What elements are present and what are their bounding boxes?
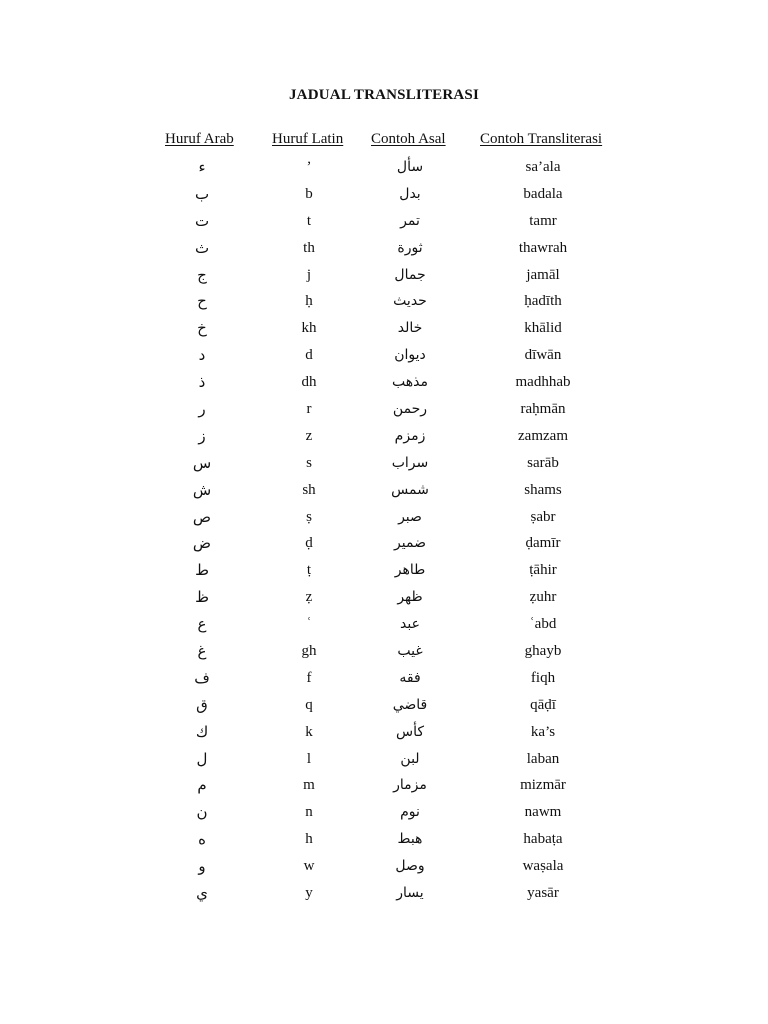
arabic-letter-cell: غ	[197, 642, 207, 661]
arabic-letter-cell: ه	[198, 830, 206, 849]
original-example-cell: طاهر	[394, 562, 426, 579]
table-row	[0, 423, 768, 450]
original-example-cell: نوم	[400, 804, 420, 821]
original-example-cell: مذهب	[392, 374, 428, 391]
original-example-cell: ضمير	[394, 535, 426, 552]
original-example-cell: لبن	[400, 750, 420, 767]
original-example-cell: جمال	[394, 266, 426, 283]
arabic-letter-cell: ش	[192, 480, 212, 499]
original-example-cell: زمزم	[394, 427, 426, 444]
latin-letter-cell: j	[306, 266, 312, 283]
transliteration-example-cell: mizmār	[520, 777, 566, 794]
transliteration-example-cell: ḥadīth	[524, 293, 562, 310]
transliteration-example-cell: badala	[523, 185, 563, 202]
latin-letter-cell: ʿ	[306, 616, 312, 633]
header-contoh-transliterasi: Contoh Transliterasi	[480, 131, 603, 147]
transliteration-example-cell: qāḍī	[530, 696, 556, 713]
transliteration-example-cell: sarāb	[527, 454, 559, 471]
arabic-letter-cell: ذ	[198, 373, 206, 392]
original-example-cell: ثورة	[397, 239, 423, 256]
original-example-cell: تمر	[400, 212, 420, 229]
table-row	[0, 369, 768, 396]
transliteration-example-cell: sa’ala	[525, 159, 561, 175]
transliteration-example-cell: ẓuhr	[529, 589, 557, 606]
table-row	[0, 584, 768, 611]
arabic-letter-cell: ح	[197, 292, 207, 311]
original-example-cell: يسار	[396, 885, 424, 902]
latin-letter-cell: ’	[306, 159, 312, 175]
table-row	[0, 799, 768, 826]
transliteration-example-cell: laban	[526, 750, 560, 767]
arabic-letter-cell: د	[198, 346, 206, 365]
latin-letter-cell: f	[306, 669, 312, 686]
table-row	[0, 746, 768, 773]
header-huruf-latin: Huruf Latin	[272, 131, 344, 147]
arabic-letter-cell: ي	[196, 884, 208, 903]
arabic-letter-cell: ت	[194, 211, 210, 230]
latin-letter-cell: y	[305, 885, 313, 902]
transliteration-example-cell: dīwān	[524, 347, 562, 364]
transliteration-example-cell: ʿabd	[529, 616, 557, 633]
latin-letter-cell: h	[305, 831, 313, 848]
original-example-cell: خالد	[397, 320, 423, 337]
latin-letter-cell: s	[306, 454, 312, 471]
latin-letter-cell: ṭ	[306, 562, 312, 579]
original-example-cell: شمس	[391, 481, 429, 498]
original-example-cell: هبط	[397, 831, 423, 848]
latin-letter-cell: ḥ	[305, 293, 313, 310]
table-row	[0, 692, 768, 719]
table-row	[0, 530, 768, 557]
arabic-letter-cell: و	[198, 857, 206, 876]
latin-letter-cell: kh	[301, 320, 317, 337]
original-example-cell: صبر	[398, 508, 422, 525]
transliteration-example-cell: tamr	[529, 212, 557, 229]
table-row	[0, 719, 768, 746]
latin-letter-cell: dh	[301, 374, 317, 391]
original-example-cell: ديوان	[394, 347, 426, 364]
arabic-letter-cell: ب	[194, 184, 210, 203]
original-example-cell: قاضي	[392, 696, 428, 713]
original-example-cell: سأل	[396, 159, 424, 175]
original-example-cell: فقه	[399, 669, 421, 686]
transliteration-example-cell: ka’s	[530, 723, 556, 740]
arabic-letter-cell: ر	[198, 400, 206, 419]
transliteration-example-cell: ṣabr	[530, 508, 556, 525]
transliteration-table	[0, 154, 768, 907]
arabic-letter-cell: ض	[192, 534, 212, 553]
original-example-cell: رحمن	[392, 401, 428, 418]
table-row	[0, 557, 768, 584]
transliteration-example-cell: ghayb	[524, 643, 562, 660]
original-example-cell: بدل	[399, 185, 421, 202]
latin-letter-cell: r	[306, 401, 312, 418]
transliteration-example-cell: khālid	[524, 320, 562, 337]
transliteration-example-cell: fiqh	[530, 669, 556, 686]
transliteration-example-cell: ḍamīr	[525, 535, 561, 552]
transliteration-example-cell: habaṭa	[523, 831, 563, 848]
transliteration-example-cell: madhhab	[515, 374, 571, 391]
arabic-letter-cell: ث	[194, 238, 210, 257]
latin-letter-cell: ẓ	[305, 589, 313, 606]
transliteration-example-cell: waṣala	[522, 858, 564, 875]
table-row	[0, 315, 768, 342]
table-row	[0, 450, 768, 477]
original-example-cell: حديث	[393, 293, 427, 310]
transliteration-example-cell: nawm	[524, 804, 562, 821]
original-example-cell: ظهر	[397, 589, 423, 606]
latin-letter-cell: ḍ	[305, 535, 313, 552]
table-row	[0, 504, 768, 531]
table-row	[0, 288, 768, 315]
header-contoh-asal: Contoh Asal	[371, 131, 446, 147]
table-row	[0, 772, 768, 799]
arabic-letter-cell: م	[197, 776, 207, 795]
table-row	[0, 880, 768, 907]
arabic-letter-cell: ص	[192, 507, 212, 526]
transliteration-example-cell: shams	[524, 481, 562, 498]
table-row	[0, 396, 768, 423]
latin-letter-cell: b	[305, 185, 313, 202]
latin-letter-cell: l	[306, 750, 312, 767]
table-row	[0, 853, 768, 880]
table-row	[0, 342, 768, 369]
arabic-letter-cell: ء	[198, 158, 206, 176]
table-row	[0, 665, 768, 692]
latin-letter-cell: z	[305, 427, 313, 444]
original-example-cell: مزمار	[393, 777, 427, 794]
table-row	[0, 235, 768, 262]
latin-letter-cell: m	[303, 777, 315, 794]
original-example-cell: وصل	[395, 858, 425, 875]
latin-letter-cell: k	[305, 723, 313, 740]
latin-letter-cell: q	[305, 696, 313, 713]
arabic-letter-cell: ج	[197, 265, 207, 284]
table-row	[0, 181, 768, 208]
arabic-letter-cell: ل	[196, 749, 208, 768]
transliteration-example-cell: zamzam	[518, 427, 568, 444]
arabic-letter-cell: خ	[197, 319, 207, 338]
arabic-letter-cell: ك	[195, 722, 209, 741]
transliteration-example-cell: yasār	[527, 885, 559, 902]
latin-letter-cell: n	[305, 804, 313, 821]
arabic-letter-cell: ق	[196, 695, 208, 714]
table-row	[0, 611, 768, 638]
table-row	[0, 262, 768, 289]
transliteration-example-cell: raḥmān	[520, 401, 566, 418]
original-example-cell: سراب	[391, 454, 429, 471]
latin-letter-cell: th	[303, 239, 315, 256]
original-example-cell: غيب	[397, 643, 423, 660]
table-row	[0, 154, 768, 181]
document-title: JADUAL TRANSLITERASI	[288, 87, 480, 103]
arabic-letter-cell: س	[192, 453, 212, 472]
table-header	[0, 131, 768, 155]
latin-letter-cell: d	[305, 347, 313, 364]
table-row	[0, 208, 768, 235]
transliteration-example-cell: jamāl	[526, 266, 560, 283]
latin-letter-cell: t	[306, 212, 312, 229]
arabic-letter-cell: ط	[195, 561, 209, 580]
latin-letter-cell: ṣ	[306, 508, 312, 525]
latin-letter-cell: gh	[301, 643, 317, 660]
header-huruf-arab: Huruf Arab	[165, 131, 234, 147]
table-row	[0, 477, 768, 504]
transliteration-example-cell: thawrah	[518, 239, 568, 256]
latin-letter-cell: w	[303, 858, 315, 875]
table-row	[0, 638, 768, 665]
latin-letter-cell: sh	[302, 481, 316, 498]
arabic-letter-cell: ن	[196, 803, 208, 822]
arabic-letter-cell: ز	[198, 426, 206, 445]
original-example-cell: عبد	[400, 616, 420, 633]
table-row	[0, 826, 768, 853]
arabic-letter-cell: ف	[194, 668, 210, 687]
arabic-letter-cell: ع	[197, 615, 207, 634]
transliteration-example-cell: ṭāhir	[529, 562, 557, 579]
arabic-letter-cell: ظ	[195, 588, 209, 607]
original-example-cell: كأس	[395, 723, 425, 740]
